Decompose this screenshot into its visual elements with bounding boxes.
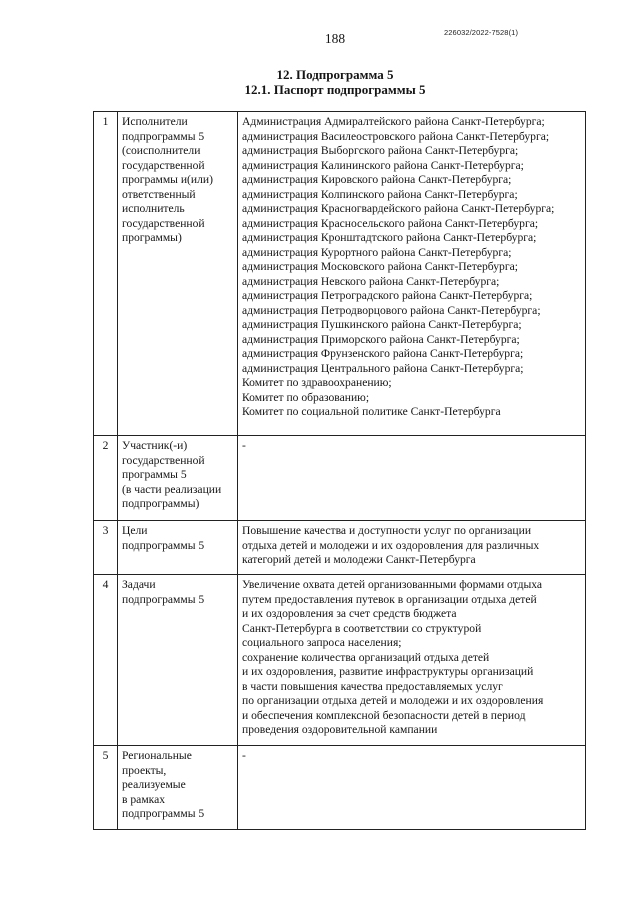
row-label: Региональные проекты, реализуемые в рамках подпрограммы 5 bbox=[118, 746, 238, 830]
row-label: Задачи подпрограммы 5 bbox=[118, 575, 238, 746]
executor-item: администрация Приморского района Санкт-Петербурга; bbox=[242, 332, 520, 346]
executor-item: администрация Центрального района Санкт-Петербурга; bbox=[242, 361, 524, 375]
row-label: Участник(-и) государственной программы 5 (в части реализации подпрограммы) bbox=[118, 436, 238, 521]
executor-item: Комитет по социальной политике Санкт-Петербурга bbox=[242, 405, 501, 418]
row-label: Исполнители подпрограммы 5 (соисполнители государственной программы и(или) ответственный исполнитель государственной программы) bbox=[118, 112, 238, 436]
executor-item: администрация Московского района Санкт-Петербурга; bbox=[242, 260, 518, 273]
table-row bbox=[94, 575, 586, 746]
row-value bbox=[238, 112, 586, 436]
executor-item: Администрация Адмиралтейского района Санкт-Петербурга; bbox=[242, 115, 545, 128]
row-number: 2 bbox=[94, 436, 118, 521]
executor-item: администрация Красносельского района Санкт-Петербурга; bbox=[242, 216, 539, 230]
table-row bbox=[94, 112, 586, 436]
table-row bbox=[94, 521, 586, 575]
executor-item: администрация Пушкинского района Санкт-Петербурга; bbox=[242, 318, 522, 331]
executor-item: администрация Фрунзенского района Санкт-Петербурга; bbox=[242, 347, 524, 360]
executor-item: администрация Петроградского района Санкт-Петербурга; bbox=[242, 289, 533, 302]
row-value: - bbox=[238, 746, 586, 830]
executor-item: администрация Петродворцового района Санкт-Петербурга; bbox=[242, 303, 541, 317]
table-row bbox=[94, 746, 586, 830]
executor-item: администрация Красногвардейского района Санкт-Петербурга; bbox=[242, 202, 555, 215]
section-heading bbox=[0, 67, 640, 97]
executor-item: администрация Василеостровского района Санкт-Петербурга; bbox=[242, 129, 550, 143]
executor-item: администрация Колпинского района Санкт-Петербурга; bbox=[242, 187, 518, 201]
row-number: 5 bbox=[94, 746, 118, 830]
row-number: 3 bbox=[94, 521, 118, 575]
executor-item: Комитет по здравоохранению; bbox=[242, 376, 392, 389]
document-registration-number: 226032/2022-7528(1) bbox=[444, 28, 519, 37]
page-number: 188 bbox=[324, 31, 346, 46]
executor-item: Комитет по образованию; bbox=[242, 390, 370, 404]
executor-item: администрация Кировского района Санкт-Петербурга; bbox=[242, 173, 512, 186]
row-label: Цели подпрограммы 5 bbox=[118, 521, 238, 575]
table-row bbox=[94, 436, 586, 521]
executor-item: администрация Выборгского района Санкт-Петербурга; bbox=[242, 144, 519, 157]
section-title: 12. Подпрограмма 5 bbox=[276, 67, 394, 82]
row-value: Увеличение охвата детей организованными формами отдыха путем предоставления путевок в организации отдыха детей и их оздоровления за счет средств бюджета Санкт-Петербурга в соответствии со структурой социального запроса населения; сохранение количества организаций отдыха детей и их оздоровления, развитие инфраструктуры организаций в части повышения качества предоставляемых услуг по организации отдыха детей и молодежи и их оздоровления и обеспечения комплексной безопасности детей в период проведения оздоровительной кампании bbox=[238, 575, 586, 746]
row-number: 1 bbox=[94, 112, 118, 436]
row-value: Повышение качества и доступности услуг по организации отдыха детей и молодежи и их оздоровления для различных категорий детей и молодежи Санкт-Петербурга bbox=[238, 521, 586, 575]
row-number: 4 bbox=[94, 575, 118, 746]
executor-item: администрация Калининского района Санкт-Петербурга; bbox=[242, 158, 524, 172]
subprogram-passport-table bbox=[93, 111, 586, 830]
executor-item: администрация Кронштадтского района Санкт-Петербурга; bbox=[242, 231, 537, 244]
executor-item: администрация Невского района Санкт-Петербурга; bbox=[242, 274, 500, 288]
executor-item: администрация Курортного района Санкт-Петербурга; bbox=[242, 245, 512, 259]
row-value: - bbox=[238, 436, 586, 521]
subsection-title: 12.1. Паспорт подпрограммы 5 bbox=[244, 82, 426, 97]
